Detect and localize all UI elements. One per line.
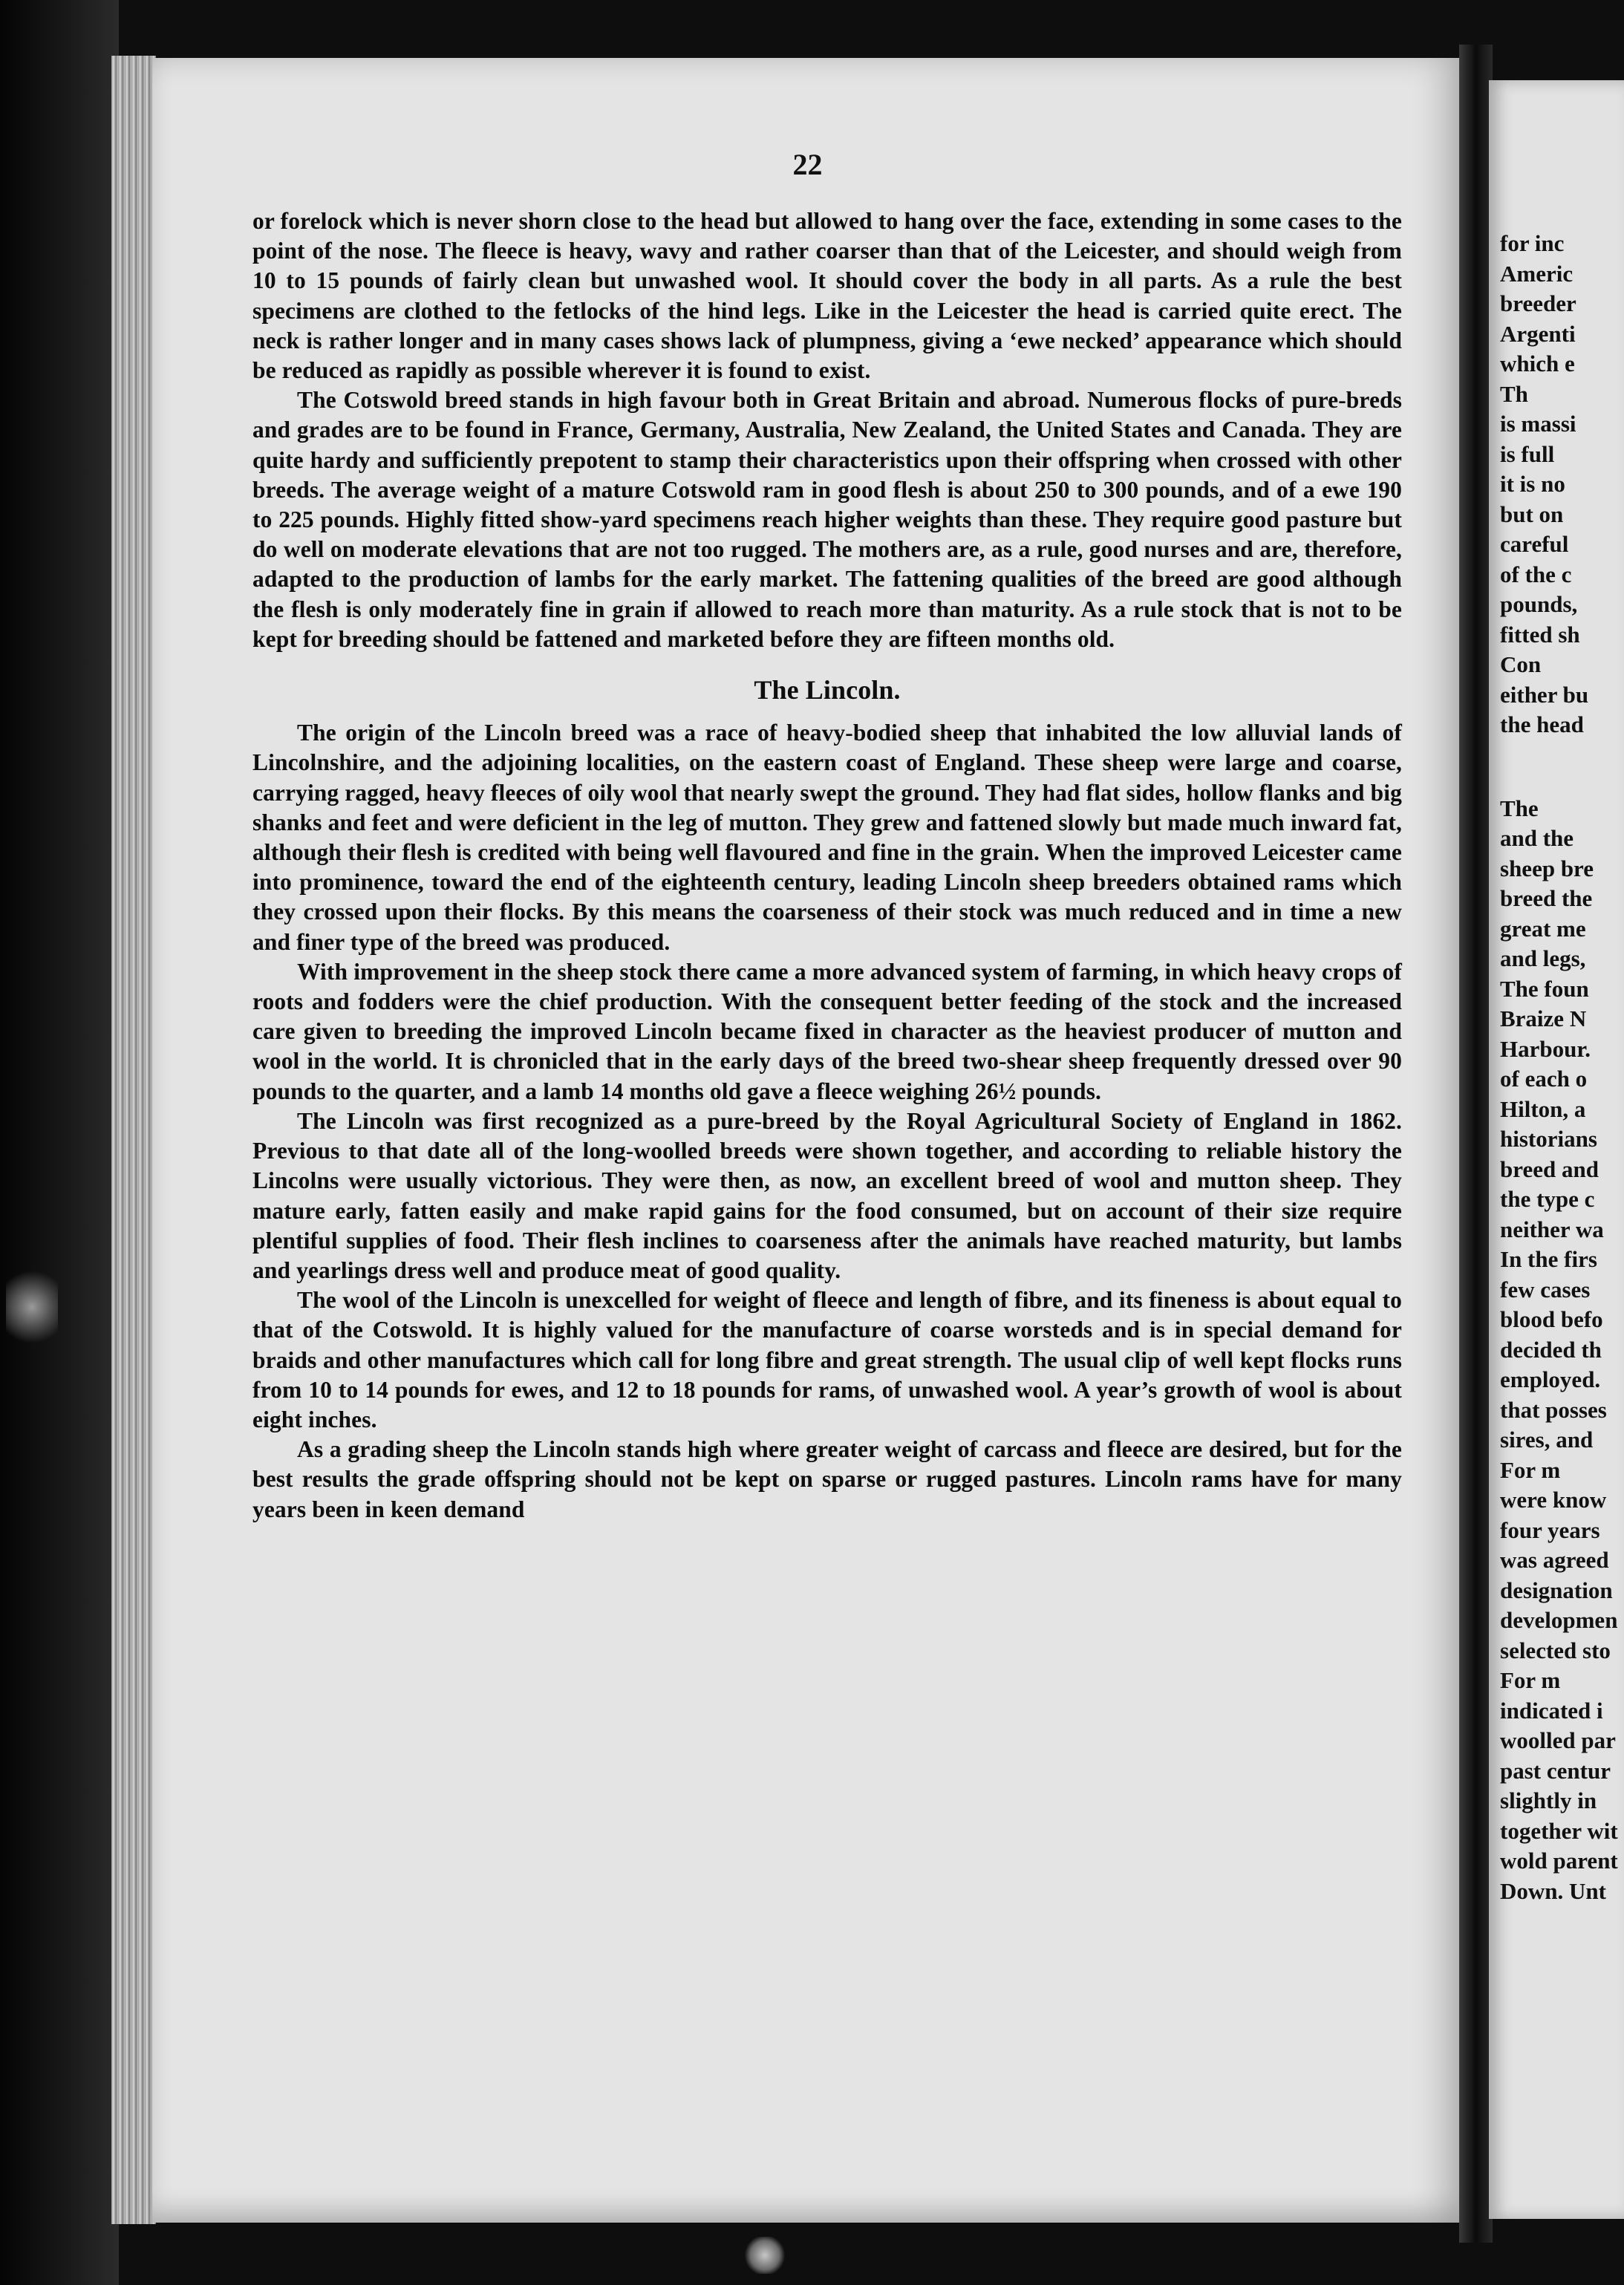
right-page-line: and the xyxy=(1500,825,1574,851)
right-page-line: sires, and xyxy=(1500,1427,1594,1453)
page-stack-edges xyxy=(111,56,156,2224)
right-page-line: For m xyxy=(1500,1456,1561,1483)
right-page-line: four years xyxy=(1500,1516,1600,1543)
paragraph: The Cotswold breed stands in high favour both in Great Britain and abroad. Numerous flocks of pure-breds and grades are to be found in France, Germany, Australia, New Zealand, the United States and Canada. They are quite hardy and sufficiently prepotent to stamp their characteristics upon their offspring when crossed with other breeds. The average weight of a mature Cotswold ram in good flesh is about 250 to 300 pounds, and of a ewe 190 to 225 pounds. Highly fitted show-yard specimens reach higher weights than these. They require good pasture but do well on moderate elevations that are not too rugged. The mothers are, as a rule, good nurses and are, therefore, adapted to the production of lambs for the early market. The fattening qualities of the breed are good although the flesh is only moderately fine in grain if allowed to reach more than maturity. As a rule stock that is not to be kept for breeding should be fattened and marketed before they are fifteen months old. xyxy=(252,387,1402,652)
right-page-line: The foun xyxy=(1500,975,1589,1002)
paragraph: The origin of the Lincoln breed was a race of heavy-bodied sheep that inhabited the low alluvial lands of Lincolnshire, and the adjoining localities, on the eastern coast of England. These sheep were large and coarse, carrying ragged, heavy fleeces of oily wool that nearly swept the ground. They had flat sides, hollow flanks and big shanks and feet and were deficient in the leg of mutton. They grew and fattened slowly but made much inward fat, although their flesh is credited with being well flavoured and fine in the grain. When the improved Leicester came into prominence, toward the end of the eighteenth century, leading Lincoln sheep breeders obtained rams which they crossed upon their flocks. By this means the coarseness of their stock was much reduced and in time a new and finer type of the breed was produced. xyxy=(252,720,1402,955)
scan-artifact xyxy=(6,1262,58,1352)
right-page-line: Harbour. xyxy=(1500,1035,1591,1062)
paragraph: The Lincoln was first recognized as a pure-breed by the Royal Agricultural Society of England in 1862. Previous to that date all of the long-woolled breeds were shown together, and according to reliable history the Lincolns were usually victorious. They were then, as now, an excellent breed of wool and mutton sheep. They mature early, fatten easily and make rapid gains for the food consumed, but on account of their size require plentiful supplies of food. Their flesh inclines to coarseness after the animals have reached maturity, but lambs and yearlings dress well and produce meat of good quality. xyxy=(252,1107,1402,1283)
right-page xyxy=(1489,80,1624,2219)
right-page-line: of the c xyxy=(1500,561,1572,587)
right-page-line: pounds, xyxy=(1500,591,1578,617)
right-page-line: together wit xyxy=(1500,1817,1618,1844)
right-page-line: is full xyxy=(1500,440,1555,467)
paragraph: As a grading sheep the Lincoln stands high where greater weight of carcass and fleece are desired, but for the best results the grade offspring should not be kept on sparse or rugged pastures. Lincoln rams have for many years been in keen demand xyxy=(252,1436,1402,1522)
right-page-line: woolled par xyxy=(1500,1727,1616,1753)
right-page-line: past centur xyxy=(1500,1757,1611,1784)
right-page-line: fitted sh xyxy=(1500,621,1580,648)
right-page-line: Argenti xyxy=(1500,320,1576,347)
right-page-line: decided th xyxy=(1500,1336,1602,1363)
right-page-line: indicated i xyxy=(1500,1697,1603,1724)
right-page-line: Braize N xyxy=(1500,1005,1587,1031)
right-page-line: which e xyxy=(1500,351,1575,377)
paragraph: or forelock which is never shorn close to the head but allowed to hang over the face, extending in some cases to the point of the nose. The fleece is heavy, wavy and rather coarser than that of the Leicester, and should weigh from 10 to 15 pounds of fairly clean but unwashed wool. It should cover the body in all parts. As a rule the best specimens are clothed to the fetlocks of the hind legs. Like in the Leicester the head is carried quite erect. The neck is rather longer and in many cases shows lack of plumpness, giving a ‘ewe necked’ appearance which should be reduced as rapidly as possible wherever it is found to exist. xyxy=(252,208,1402,384)
right-page-body xyxy=(1500,229,1624,1906)
right-page-line: Th xyxy=(1500,380,1528,407)
right-page-line: selected sto xyxy=(1500,1637,1611,1663)
right-page-line: Down. Unt xyxy=(1500,1877,1606,1904)
right-page-line: blood befo xyxy=(1500,1306,1603,1332)
right-page-line: For m xyxy=(1500,1667,1561,1693)
right-page-line: were know xyxy=(1500,1487,1607,1513)
right-page-line: sheep bre xyxy=(1500,855,1594,881)
right-page-line: wold parent xyxy=(1500,1848,1618,1874)
page-number: 22 xyxy=(792,148,823,181)
right-page-line: neither wa xyxy=(1500,1216,1604,1242)
right-page-line: Hilton, a xyxy=(1500,1095,1586,1122)
scan-background-edge xyxy=(0,0,119,2285)
right-page-line: historians xyxy=(1500,1126,1597,1152)
right-page-line: Americ xyxy=(1500,260,1574,287)
right-page-line: of each o xyxy=(1500,1066,1588,1092)
section-heading: The Lincoln. xyxy=(754,675,901,705)
right-page-line: developmen xyxy=(1500,1607,1618,1633)
right-page-top-lines xyxy=(1500,229,1624,740)
book-gutter xyxy=(1459,45,1493,2243)
right-page-line: Con xyxy=(1500,651,1542,677)
right-page-line: the head xyxy=(1500,711,1584,737)
right-page-line: breed the xyxy=(1500,885,1593,911)
right-page-line: the type c xyxy=(1500,1186,1595,1212)
paragraph: The wool of the Lincoln is unexcelled for weight of fleece and length of fibre, and its fineness is about equal to that of the Cotswold. It is highly valued for the manufacture of coarse worsteds and is in special demand for braids and other manufactures which call for long fibre and great strength. The usual clip of well kept flocks runs from 10 to 14 pounds for ewes, and 12 to 18 pounds for rams, of unwashed wool. A year’s growth of wool is about eight inches. xyxy=(252,1287,1402,1432)
right-page-line: was agreed xyxy=(1500,1547,1609,1573)
right-page-line: either bu xyxy=(1500,681,1589,708)
right-page-line: that posses xyxy=(1500,1396,1607,1423)
right-page-line: employed. xyxy=(1500,1366,1601,1392)
right-page-line: for inc xyxy=(1500,230,1565,256)
left-page-body xyxy=(252,206,1402,1525)
right-page-line: it is no xyxy=(1500,471,1565,497)
right-page-line: In the firs xyxy=(1500,1246,1597,1272)
right-page-line: careful xyxy=(1500,531,1569,557)
right-page-line: designation xyxy=(1500,1577,1613,1603)
right-page-line: slightly in xyxy=(1500,1787,1597,1813)
paragraph: With improvement in the sheep stock there came a more advanced system of farming, in which heavy crops of roots and fodders were the chief production. With the consequent better feeding of the stock and the increased care given to breeding the improved Lincoln became fixed in character as the heaviest producer of mutton and wool in the world. It is chronicled that in the early days of the breed two-shear sheep frequently dressed over 90 pounds to the quarter, and a lamb 14 months old gave a fleece weighing 26½ pounds. xyxy=(252,958,1402,1104)
right-page-line: breed and xyxy=(1500,1155,1599,1182)
right-page-line: The xyxy=(1500,795,1539,821)
scan-artifact xyxy=(743,2237,787,2274)
right-page-line: few cases xyxy=(1500,1276,1591,1303)
right-page-line: breeder xyxy=(1500,290,1576,316)
right-page-line: and legs, xyxy=(1500,945,1586,971)
right-page-bottom-lines xyxy=(1500,794,1624,1907)
right-page-line: but on xyxy=(1500,501,1564,527)
right-page-line: is massi xyxy=(1500,411,1576,437)
right-page-line: great me xyxy=(1500,915,1586,942)
